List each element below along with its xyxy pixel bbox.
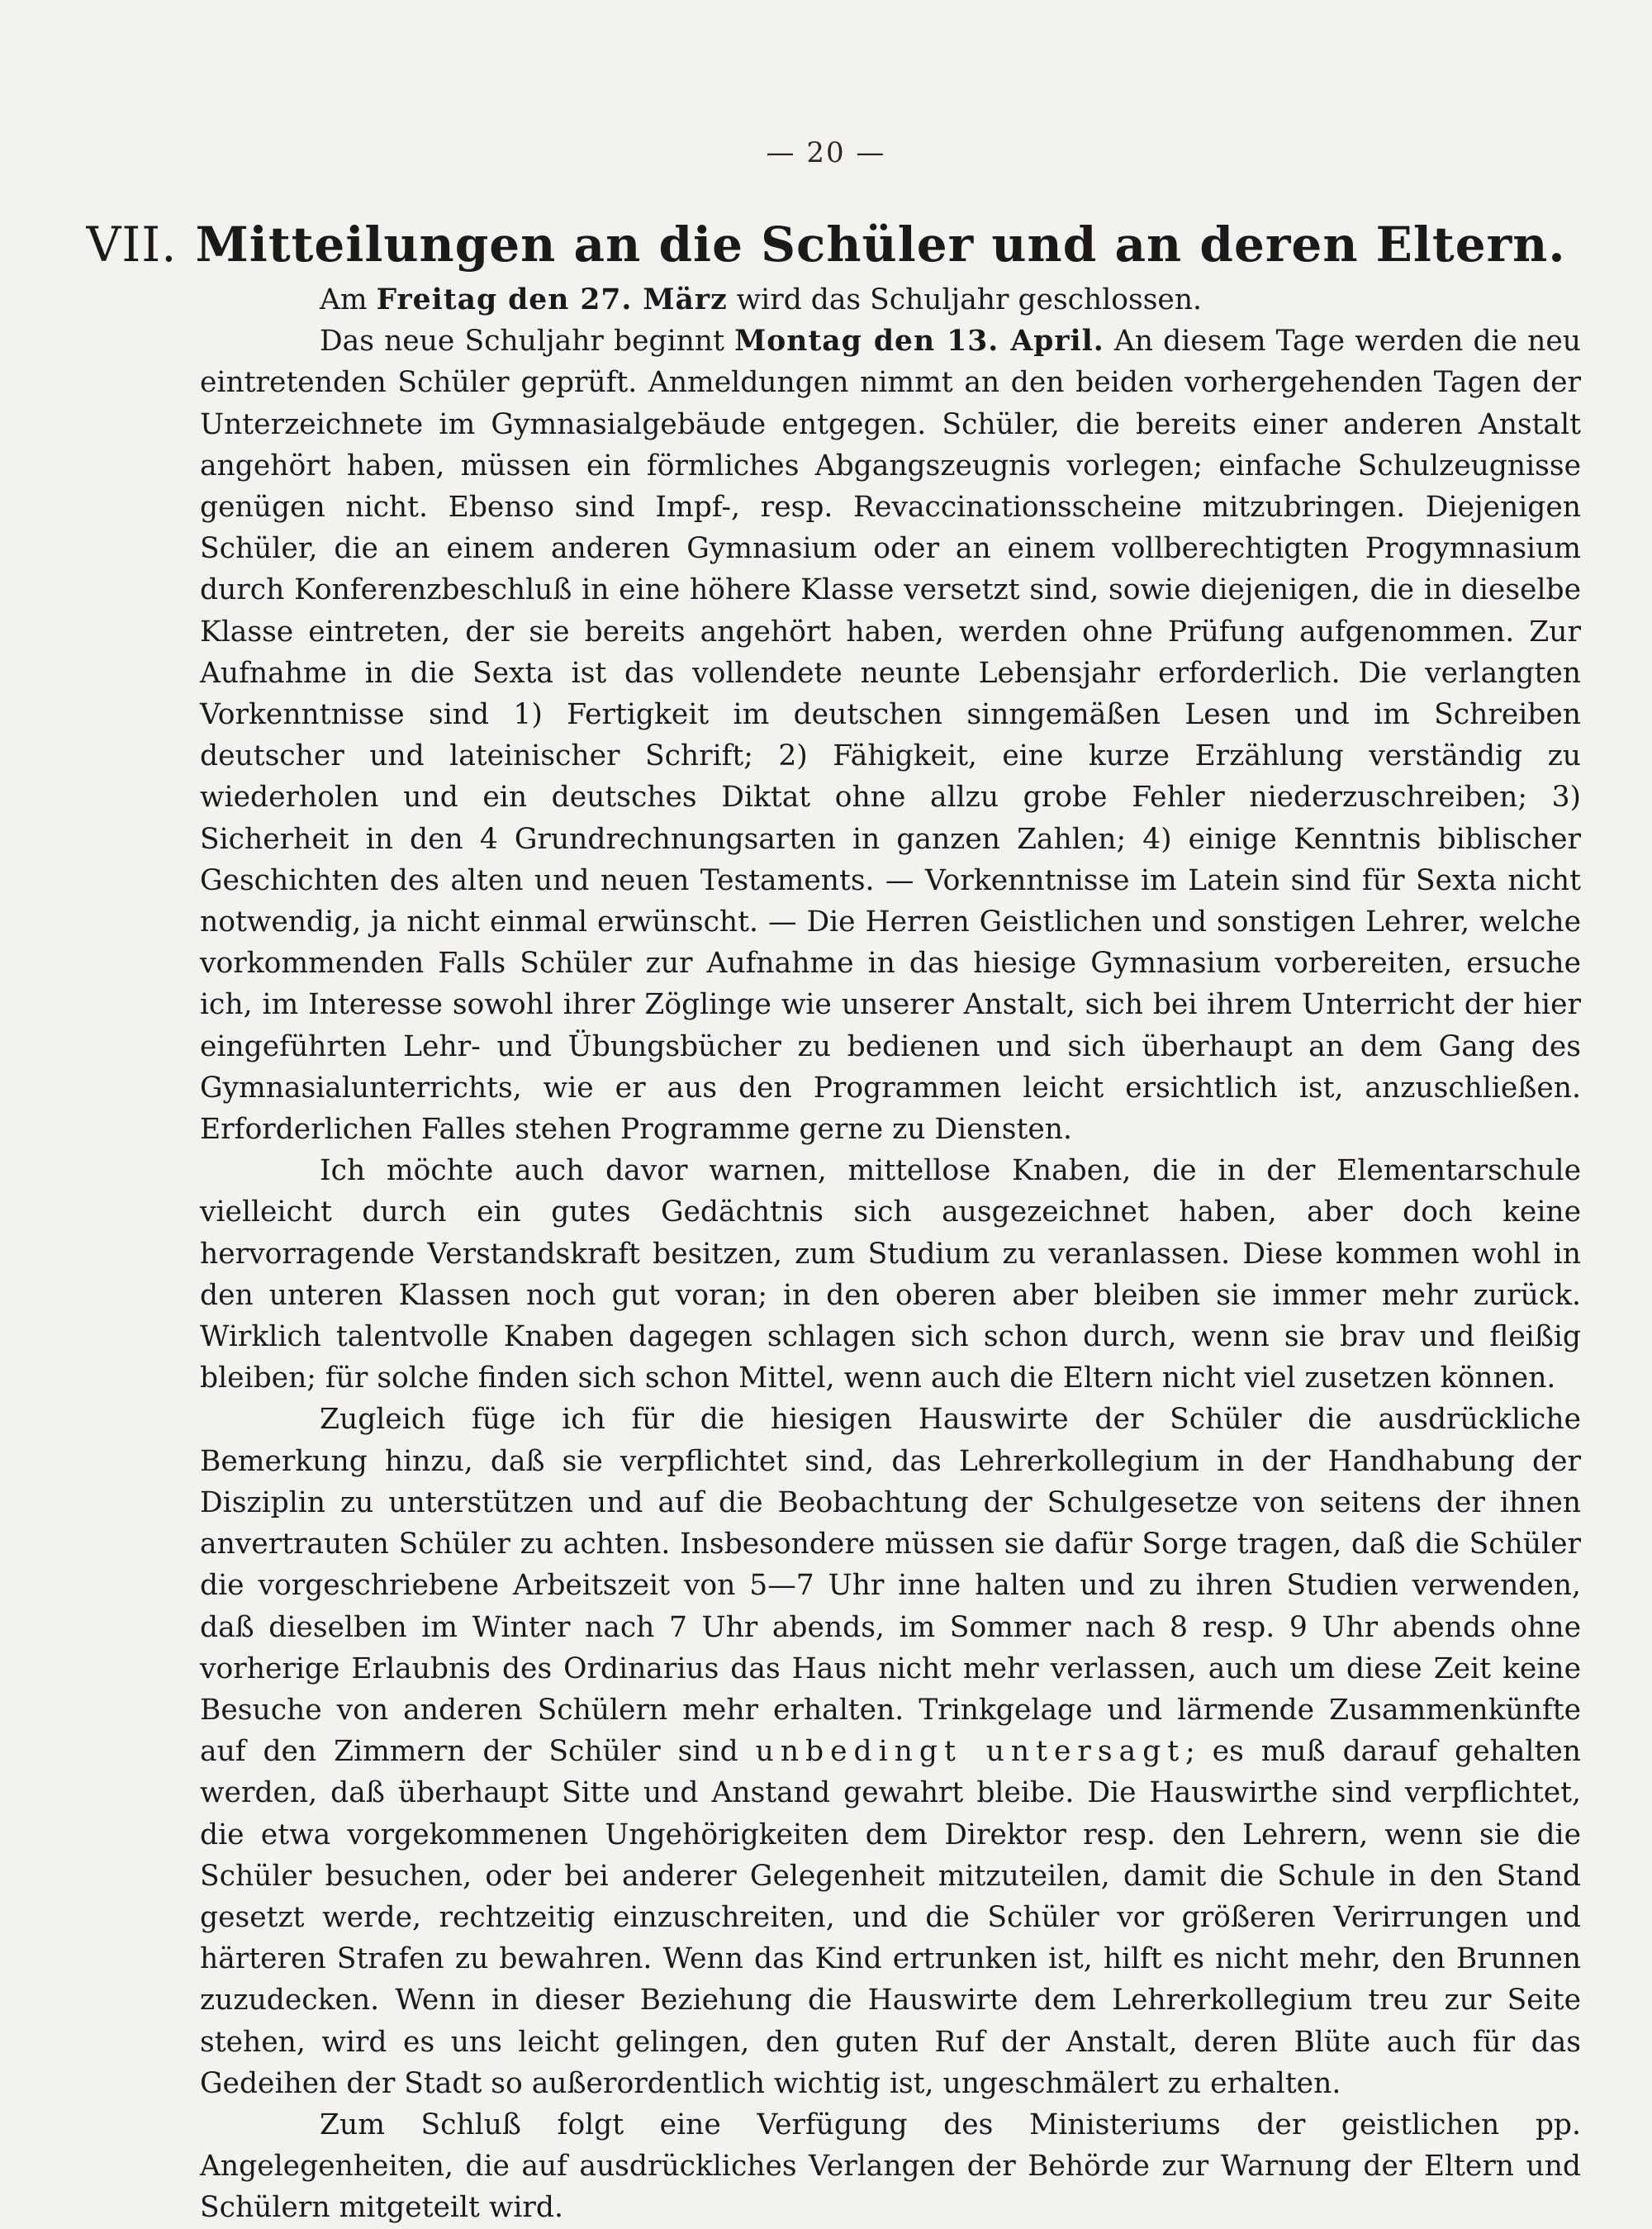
paragraph-new-school-year (200, 321, 1581, 1150)
paragraph-text: An diesem Tage werden die neu eintretenden Schüler geprüft. Anmeldungen nimmt an den beiden vorhergehenden Tagen der Unterzeichnete im Gymnasialgebäude entgegen. Schüler, die bereits einer anderen Anstalt angehört haben, müssen ein förmliches Abgangszeugnis vorlegen; einfache Schulzeugnisse genügen nicht. Ebenso sind Impf-, resp. Revaccinationsscheine mitzubringen. Diejenigen Schüler, die an einem anderen Gymnasium oder an einem vollberechtigten Progymnasium durch Konferenzbeschluß in eine höhere Klasse versetzt sind, sowie diejenigen, die in dieselbe Klasse eintreten, der sie bereits angehört haben, werden ohne Prüfung aufgenommen. Zur Aufnahme in die Sexta ist das vollendete neunte Lebensjahr erforderlich. Die verlangten Vorkenntnisse sind 1) Fertigkeit im deutschen sinngemäßen Lesen und im Schreiben deutscher und lateinischer Schrift; 2) Fähigkeit, eine kurze Erzählung verständig zu wiederholen und ein deutsches Diktat ohne allzu grobe Fehler niederzuschreiben; 3) Sicherheit in den 4 Grundrechnungsarten in ganzen Zahlen; 4) einige Kenntnis biblischer Geschichten des alten und neuen Testaments. — Vorkenntnisse im Latein sind für Sexta nicht notwendig, ja nicht einmal erwünscht. — Die Herren Geistlichen und sonstigen Lehrer, welche vorkommenden Falls Schüler zur Aufnahme in das hiesige Gymnasium vorbereiten, ersuche ich, im Interesse sowohl ihrer Zöglinge wie unserer Anstalt, sich bei ihrem Unterricht der hier eingeführten Lehr- und Übungsbücher zu bedienen und sich überhaupt an dem Gang des Gymnasialunterrichts, wie er aus den Programmen leicht ersichtlich ist, anzuschließen. Erforderlichen Falles stehen Programme gerne zu Diensten. (200, 325, 1582, 1147)
paragraph-text: wird das Schuljahr geschlossen. (727, 283, 1203, 316)
section-numeral: VII. (86, 216, 178, 273)
paragraph-warning-poor-boys: Ich möchte auch davor warnen, mittellose Knaben, die in der Elementarschule vielleicht durch ein gutes Gedächtnis sich ausgezeichnet haben, aber doch keine hervorragende Verstandskraft besitzen, zum Studium zu veranlassen. Diese kommen wohl in den unteren Klassen noch gut voran; in den oberen aber bleiben sie immer mehr zurück. Wirklich talentvolle Knaben dagegen schlagen sich schon durch, wenn sie brav und fleißig bleiben; für solche finden sich schon Mittel, wenn auch die Eltern nicht viel zusetzen können. (200, 1154, 1581, 1395)
date-emphasis: Freitag den 27. März (376, 283, 728, 316)
body-text (200, 279, 1581, 2229)
paragraph-closing-decree: Zum Schluß folgt eine Verfügung des Ministeriums der geistlichen pp. Angelegenheiten, die auf ausdrückliches Verlangen der Behörde zur Warnung der Eltern und Schülern mitgeteilt wird. (200, 2108, 1581, 2225)
paragraph-text: Zugleich füge ich für die hiesigen Hauswirte der Schüler die ausdrückliche Bemerkung hinzu, daß sie verpflichtet sind, das Lehrerkollegium in der Handhabung der Disziplin zu unterstützen und auf die Beobachtung der Schulgesetze von seitens der ihnen anvertrauten Schüler zu achten. Insbesondere müssen sie dafür Sorge tragen, daß die Schüler die vorgeschriebene Arbeitszeit von 5—7 Uhr inne halten und zu ihren Studien verwenden, daß dieselben im Winter nach 7 Uhr abends, im Sommer nach 8 resp. 9 Uhr abends ohne vorherige Erlaubnis des Ordinarius das Haus nicht mehr verlassen, auch um diese Zeit keine Besuche von anderen Schülern mehr erhalten. Trinkgelage und lärmende Zusammenkünfte auf den Zimmern der Schüler sind (200, 1403, 1581, 1769)
paragraph-house-hosts (200, 1399, 1581, 2103)
paragraph-text: ; es muß darauf gehalten werden, daß überhaupt Sitte und Anstand gewahrt bleibe. Die Hauswirthe sind verpflichtet, die etwa vorgekommenen Ungehörigkeiten dem Direktor resp. den Lehrern, wenn sie die Schüler besuchen, oder bei anderer Gelegenheit mitzuteilen, damit die Schule in den Stand gesetzt werde, rechtzeitig einzuschreiten, und die Schüler vor größeren Verirrungen und härteren Strafen zu bewahren. Wenn das Kind ertrunken ist, hilft es nicht mehr, den Brunnen zuzudecken. Wenn in dieser Beziehung die Hauswirte dem Lehrerkollegium treu zur Seite stehen, wird es uns leicht gelingen, den guten Ruf der Anstalt, deren Blüte auch für das Gedeihen der Stadt so außerordentlich wichtig ist, ungeschmälert zu erhalten. (200, 1735, 1581, 2100)
spaced-emphasis: unbedingt untersagt (755, 1735, 1186, 1769)
paragraph-text: Am (320, 283, 377, 316)
page-number: — 20 — (766, 136, 886, 169)
section-title: Mitteilungen an die Schüler und an deren Eltern. (195, 216, 1566, 273)
date-emphasis: Montag den 13. April. (734, 325, 1104, 359)
paragraph-school-year-end (200, 279, 1581, 321)
paragraph-text: Das neue Schuljahr beginnt (320, 325, 735, 359)
section-heading (0, 216, 1652, 273)
